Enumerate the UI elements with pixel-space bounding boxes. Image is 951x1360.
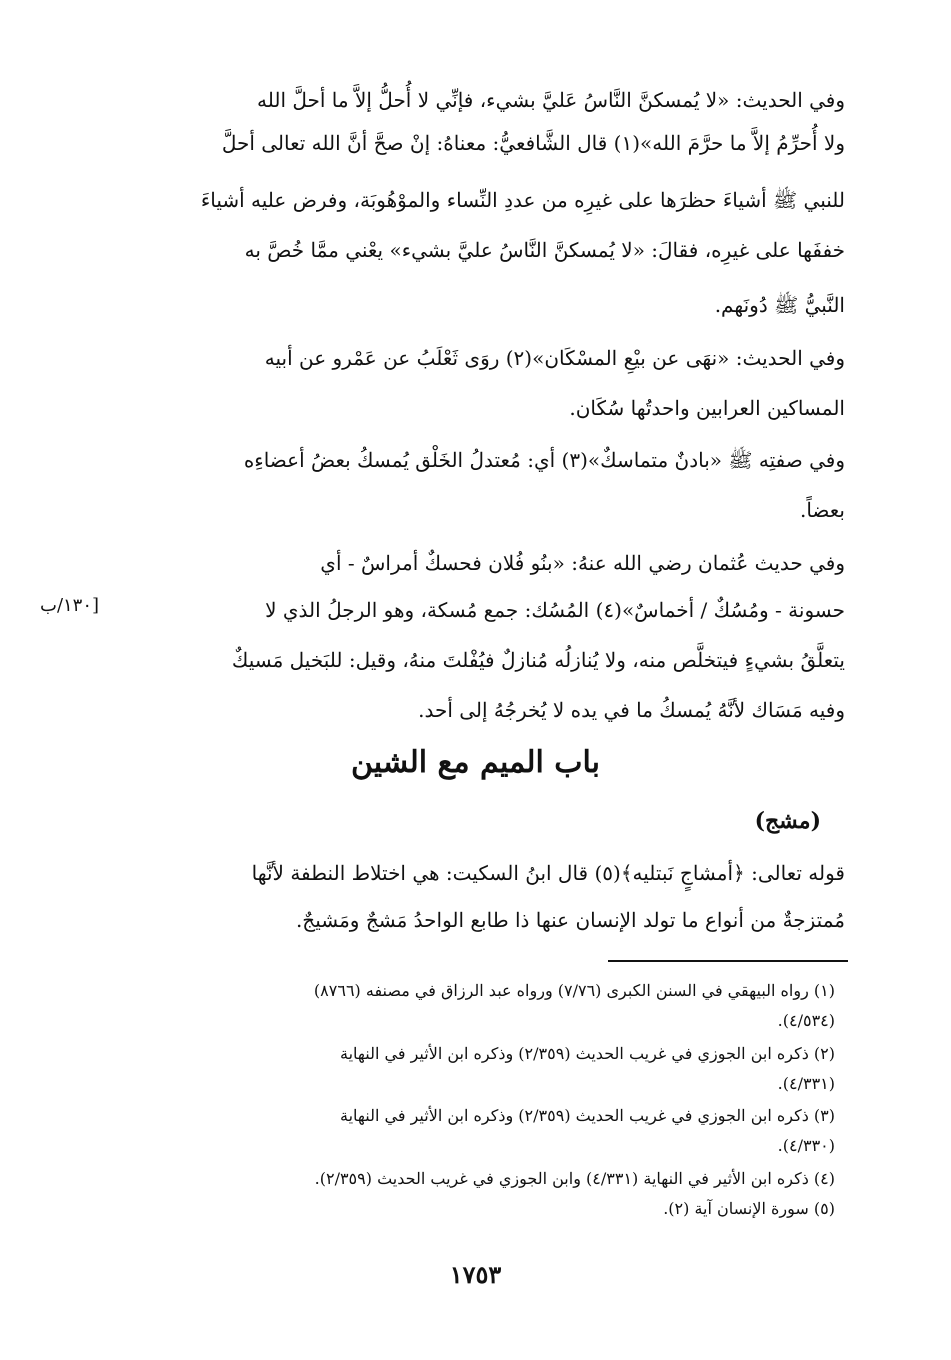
footnote-divider xyxy=(608,960,848,962)
text-line: وفي الحديث: «نهَى عن بيْعِ المسْكَان»(٢) روَى ثَعْلَبُ عن عَمْرو عن أبيه xyxy=(264,346,845,370)
text-line: المساكين العرابين واحدتُها سُكَان. xyxy=(569,396,845,420)
text-line: بعضاً. xyxy=(799,498,845,522)
text-line: قوله تعالى: ﴿أمشاجٍ نَبتليه﴾(٥) قال ابنُ السكيت: هي اختلاط النطفة لأنَّها xyxy=(251,861,845,885)
text-line: وفي حديث عُثمان رضي الله عنهُ: «بنُو فُلان فحسكٌ أمراسٌ - أي xyxy=(320,551,845,575)
text-line: النَّبيُّ ﷺ دُونَهم. xyxy=(714,293,845,317)
footnote: (٤/٣٣٠). xyxy=(777,1136,835,1155)
footnote: (٢) ذكره ابن الجوزي في غريب الحديث (٢/٣٥٩) وذكره ابن الأثير في النهاية xyxy=(340,1044,835,1063)
footnote: (١) رواه البيهقي في السنن الكبرى (٧/٧٦) ورواه عبد الرزاق في مصنفه (٨٧٦٦) xyxy=(313,981,835,1000)
text-line: حسونة - ومُسُكٌ / أخماسٌ»(٤) المُسُك: جمع مُسكة، وهو الرجلُ الذي لا xyxy=(265,598,845,622)
text-line: مُمتزجةٌ من أنواع ما تولد الإنسان عنها ذا طابع الواحدُ مَشجٌ ومَشيجٌ. xyxy=(295,908,845,932)
text-line: خففَها على غيرِه، فقالَ: «لا يُمسكنَّ النَّاسُ عليَّ بشيء» يعْني ممَّا خُصَّ به xyxy=(244,238,845,262)
margin-note: [١٣٠/ب xyxy=(40,595,100,616)
footnote: (٥) سورة الإنسان آية (٢). xyxy=(663,1199,835,1218)
footnote: (٤/٥٣٤). xyxy=(777,1011,835,1030)
text-line: ولا أُحرِّمُ إلاَّ ما حرَّمَ الله»(١) قال الشَّافعيُّ: معناهُ: إنْ صحَّ أنَّ الله تعالى أحلَّ xyxy=(221,131,845,155)
text-line: وفي صفتِه ﷺ «بادنٌ متماسكٌ»(٣) أي: مُعتدلُ الخَلْق يُمسكُ بعضُ أعضاءِه xyxy=(243,448,845,472)
chapter-title: باب الميم مع الشين xyxy=(350,745,601,780)
text-line: وفي الحديث: «لا يُمسكنَّ النَّاسُ عَليَّ بشيء، فإنِّي لا أُحلُّ إلاَّ ما أحلَّ الله xyxy=(257,88,845,112)
text-line: يتعلَّقُ بشيءٍ فيتخلَّص منه، ولا يُنازلُه مُنازلٌ فيُفْلتَ منهُ، وقيل: للبَخيل مَسيكٌ xyxy=(231,648,845,672)
text-line: وفيه مَسَاك لأنَّهُ يُمسكُ ما في يده لا يُخرجُهُ إلى أحد. xyxy=(418,698,845,722)
text-line: للنبي ﷺ أشياءَ حظرَها على غيرِه من عددِ النِّساء والموْهُوبَة، وفرض عليه أشياءَ xyxy=(200,188,845,212)
footnote: (٤) ذكره ابن الأثير في النهاية (٤/٣٣١) وابن الجوزي في غريب الحديث (٢/٣٥٩). xyxy=(314,1169,835,1188)
footnote: (٤/٣٣١). xyxy=(777,1074,835,1093)
root-heading: (مشج) xyxy=(754,808,821,834)
footnote: (٣) ذكره ابن الجوزي في غريب الحديث (٢/٣٥٩) وذكره ابن الأثير في النهاية xyxy=(340,1106,835,1125)
page-number: ١٧٥٣ xyxy=(449,1260,502,1289)
